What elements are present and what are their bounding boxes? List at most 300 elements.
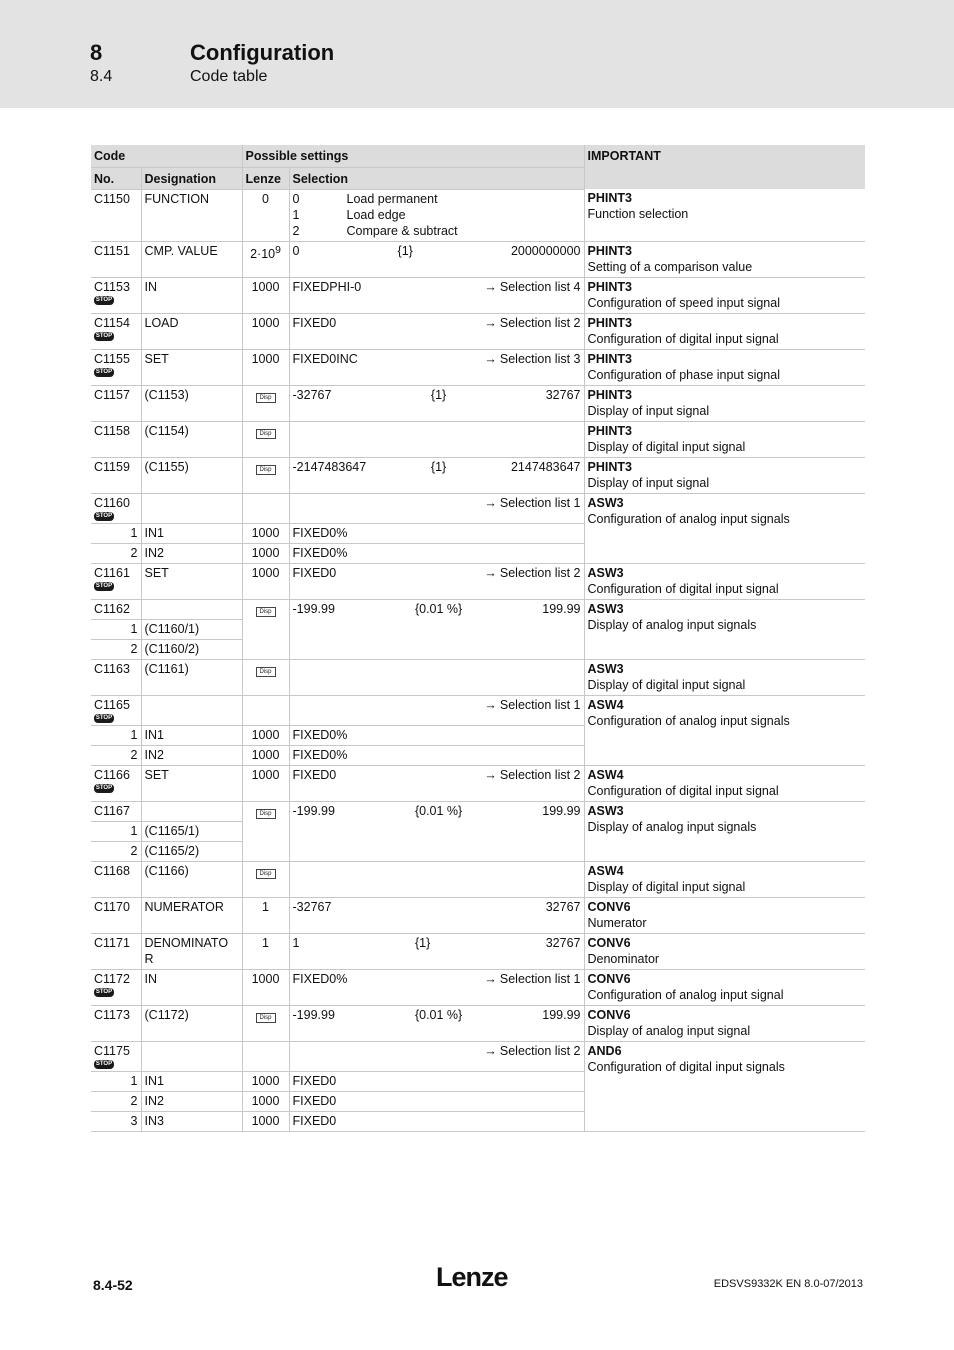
stop-icon: STOP (95, 296, 113, 303)
selection (289, 457, 584, 493)
display-icon: Disp (256, 607, 276, 617)
option-value: 2 (292, 223, 300, 238)
designation: IN1 (141, 725, 242, 745)
stop-icon: STOP (95, 368, 113, 375)
function-block: ASW3 (587, 601, 624, 616)
lenze-base: 2·10 (250, 246, 276, 261)
function-block: CONV6 (587, 971, 631, 986)
important (584, 969, 865, 1005)
lenze-logo: Lenze (436, 1262, 508, 1292)
arrow-right-icon: → (484, 495, 497, 510)
important (584, 313, 865, 349)
designation: IN3 (141, 1111, 242, 1131)
description: Configuration of analog input signals (587, 713, 790, 728)
table-row (91, 349, 865, 385)
table-row (91, 313, 865, 349)
page-number: 8.4-52 (93, 1277, 133, 1293)
table-row (91, 765, 865, 801)
sel-max: 2000000000 (510, 243, 581, 258)
stop-icon: STOP (95, 582, 113, 589)
table-row (91, 695, 865, 725)
sel-max: 32767 (545, 387, 581, 402)
function-block: CONV6 (587, 899, 631, 914)
chapter-number: 8 (90, 40, 103, 65)
section-title: Code table (190, 68, 268, 85)
header-lenze: Lenze (242, 167, 289, 189)
code-no: C1167 (91, 801, 141, 821)
selection: FIXED0% (289, 725, 584, 745)
code-no: C1151 (91, 241, 141, 277)
selection (289, 765, 584, 801)
description: Display of input signal (587, 403, 710, 418)
arrow-right-icon: → (484, 1043, 497, 1058)
description: Configuration of speed input signal (587, 295, 780, 310)
sel-step: {1} (430, 387, 447, 402)
designation: LOAD (141, 313, 242, 349)
code-no: C1159 (91, 457, 141, 493)
function-block: ASW3 (587, 661, 624, 676)
code-label: C1165 (94, 697, 130, 712)
table-header-row (91, 145, 865, 167)
designation: SET (141, 765, 242, 801)
code-label: C1160 (94, 495, 130, 510)
sub-no: 1 (91, 821, 141, 841)
header-selection: Selection (289, 167, 584, 189)
description: Setting of a comparison value (587, 259, 753, 274)
function-block: PHINT3 (587, 351, 632, 366)
important (584, 933, 865, 969)
code-no (91, 313, 141, 349)
important (584, 861, 865, 897)
function-block: PHINT3 (587, 315, 632, 330)
designation: IN2 (141, 1091, 242, 1111)
lenze-value: 1000 (242, 277, 289, 313)
table-row (91, 599, 865, 619)
selection-list: Selection list 1 (499, 971, 581, 986)
table-row (91, 659, 865, 695)
table-row (91, 493, 865, 523)
description: Numerator (587, 915, 647, 930)
sub-no: 3 (91, 1111, 141, 1131)
designation: (C1166) (141, 861, 242, 897)
designation: IN (141, 277, 242, 313)
lenze-value: 1000 (242, 725, 289, 745)
function-block: ASW4 (587, 767, 624, 782)
table-row (91, 897, 865, 933)
selection (289, 421, 584, 457)
description: Configuration of digital input signal (587, 783, 779, 798)
important (584, 421, 865, 457)
code-label: C1154 (94, 315, 130, 330)
selection (289, 563, 584, 599)
lenze-value (242, 861, 289, 897)
stop-icon: STOP (95, 512, 113, 519)
lenze-value: 1000 (242, 313, 289, 349)
arrow-right-icon: → (484, 971, 497, 986)
important (584, 897, 865, 933)
designation (141, 695, 242, 725)
arrow-right-icon: → (484, 697, 497, 712)
code-no: C1157 (91, 385, 141, 421)
selection (289, 933, 584, 969)
table-row (91, 969, 865, 1005)
lenze-value: 1 (242, 897, 289, 933)
document-reference: EDSVS9332K EN 8.0-07/2013 (713, 1278, 863, 1290)
code-no (91, 969, 141, 1005)
lenze-value: 0 (242, 189, 289, 241)
designation (141, 493, 242, 523)
designation: (C1155) (141, 457, 242, 493)
function-block: PHINT3 (587, 387, 632, 402)
description: Configuration of digital input signal (587, 581, 779, 596)
important (584, 189, 865, 241)
function-block: PHINT3 (587, 243, 632, 258)
description: Display of analog input signal (587, 1023, 751, 1038)
selection (289, 969, 584, 1005)
display-icon: Disp (256, 667, 276, 677)
lenze-value (242, 659, 289, 695)
arrow-right-icon: → (484, 315, 497, 330)
lenze-value: 1000 (242, 745, 289, 765)
code-no (91, 1041, 141, 1071)
designation: (C1153) (141, 385, 242, 421)
code-label: C1166 (94, 767, 130, 782)
lenze-value: 1000 (242, 765, 289, 801)
lenze-value: 1000 (242, 563, 289, 599)
sel-min: FIXED0 (292, 565, 337, 580)
code-no (91, 563, 141, 599)
table-row (91, 563, 865, 599)
code-no (91, 695, 141, 725)
header-band (0, 0, 954, 108)
lenze-value: 1000 (242, 349, 289, 385)
lenze-value (242, 385, 289, 421)
description: Display of analog input signals (587, 617, 757, 632)
code-no: C1150 (91, 189, 141, 241)
table-row (91, 277, 865, 313)
selection (289, 493, 584, 523)
function-block: PHINT3 (587, 423, 632, 438)
arrow-right-icon: → (484, 767, 497, 782)
important (584, 277, 865, 313)
important (584, 1041, 865, 1131)
option-text: Compare & subtract (346, 223, 458, 238)
stop-icon: STOP (95, 988, 113, 995)
designation: IN1 (141, 523, 242, 543)
sub-no: 1 (91, 523, 141, 543)
selection-list: Selection list 2 (499, 315, 581, 330)
important (584, 801, 865, 861)
code-no: C1171 (91, 933, 141, 969)
lenze-value: 1000 (242, 523, 289, 543)
sub-no: 2 (91, 1091, 141, 1111)
table-row (91, 241, 865, 277)
code-no: C1158 (91, 421, 141, 457)
lenze-value: 1 (242, 933, 289, 969)
description: Display of digital input signal (587, 879, 746, 894)
description: Denominator (587, 951, 660, 966)
sel-min: 0 (292, 243, 300, 258)
function-block: PHINT3 (587, 459, 632, 474)
lenze-value (242, 599, 289, 659)
important (584, 599, 865, 659)
selection-list: Selection list 3 (499, 351, 581, 366)
code-label: C1175 (94, 1043, 130, 1058)
sel-step: {1} (414, 935, 431, 950)
designation: (C1154) (141, 421, 242, 457)
display-icon: Disp (256, 429, 276, 439)
lenze-value (242, 241, 289, 277)
selection: FIXED0% (289, 523, 584, 543)
lenze-value: 1000 (242, 1111, 289, 1131)
code-no (91, 765, 141, 801)
description: Configuration of digital input signals (587, 1059, 785, 1074)
selection (289, 189, 584, 241)
sel-min: -199.99 (292, 803, 335, 818)
designation: (C1172) (141, 1005, 242, 1041)
code-label: C1172 (94, 971, 130, 986)
selection (289, 695, 584, 725)
designation: (C1160/1) (141, 619, 242, 639)
selection: FIXED0 (289, 1091, 584, 1111)
stop-icon: STOP (95, 714, 113, 721)
description: Display of input signal (587, 475, 710, 490)
sel-min: FIXED0INC (292, 351, 358, 366)
selection (289, 277, 584, 313)
selection: FIXED0% (289, 543, 584, 563)
function-block: AND6 (587, 1043, 622, 1058)
sel-max: 199.99 (542, 601, 581, 616)
function-block: ASW3 (587, 495, 624, 510)
lenze-value: 1000 (242, 969, 289, 1005)
important (584, 457, 865, 493)
code-no: C1170 (91, 897, 141, 933)
sub-no: 2 (91, 639, 141, 659)
sel-max: 199.99 (542, 1007, 581, 1022)
sel-min: -199.99 (292, 601, 335, 616)
function-block: CONV6 (587, 1007, 631, 1022)
description: Configuration of analog input signal (587, 987, 784, 1002)
description: Display of digital input signal (587, 677, 746, 692)
designation: SET (141, 563, 242, 599)
selection (289, 1005, 584, 1041)
display-icon: Disp (256, 393, 276, 403)
header-important: IMPORTANT (584, 145, 865, 189)
option-value: 0 (292, 191, 300, 206)
sel-min: -2147483647 (292, 459, 367, 474)
designation: IN2 (141, 745, 242, 765)
display-icon: Disp (256, 809, 276, 819)
designation (141, 801, 242, 821)
arrow-right-icon: → (484, 351, 497, 366)
sel-step: {1} (397, 243, 413, 258)
lenze-value (242, 1005, 289, 1041)
sel-max: 32767 (545, 899, 581, 914)
table-row (91, 1041, 865, 1071)
selection (289, 349, 584, 385)
table-row (91, 385, 865, 421)
sel-step: {0.01 %} (414, 601, 463, 616)
header-no: No. (91, 167, 141, 189)
selection-list: Selection list 1 (499, 697, 581, 712)
important (584, 385, 865, 421)
designation (141, 599, 242, 619)
sub-no: 2 (91, 543, 141, 563)
display-icon: Disp (256, 1013, 276, 1023)
sel-max: 2147483647 (510, 459, 581, 474)
designation: SET (141, 349, 242, 385)
designation: NUMERATOR (141, 897, 242, 933)
important (584, 765, 865, 801)
sel-min: -32767 (292, 387, 332, 402)
sel-min: FIXEDPHI-0 (292, 279, 362, 294)
option-value: 1 (292, 207, 300, 222)
designation: DENOMINATO R (141, 933, 242, 969)
selection (289, 897, 584, 933)
sel-step: {0.01 %} (414, 803, 463, 818)
important (584, 493, 865, 563)
table-row (91, 933, 865, 969)
chapter-title: Configuration (190, 40, 335, 65)
sel-step: {0.01 %} (414, 1007, 463, 1022)
table-row (91, 861, 865, 897)
function-block: ASW4 (587, 863, 624, 878)
code-no: C1163 (91, 659, 141, 695)
section-number: 8.4 (90, 68, 113, 85)
code-no (91, 277, 141, 313)
lenze-value: 1000 (242, 1071, 289, 1091)
code-no (91, 493, 141, 523)
table-row (91, 801, 865, 821)
function-block: CONV6 (587, 935, 631, 950)
description: Configuration of phase input signal (587, 367, 780, 382)
important (584, 1005, 865, 1041)
option-text: Load permanent (346, 191, 438, 206)
sub-no: 2 (91, 745, 141, 765)
selection (289, 861, 584, 897)
table-row (91, 189, 865, 241)
sel-max: 199.99 (542, 803, 581, 818)
selection: FIXED0% (289, 745, 584, 765)
selection-list: Selection list 2 (499, 565, 581, 580)
important (584, 241, 865, 277)
designation: CMP. VALUE (141, 241, 242, 277)
header-code: Code (91, 145, 242, 167)
selection (289, 1041, 584, 1071)
selection-list: Selection list 1 (499, 495, 581, 510)
selection-list: Selection list 2 (499, 767, 581, 782)
sub-no: 1 (91, 1071, 141, 1091)
code-no: C1162 (91, 599, 141, 619)
stop-icon: STOP (95, 332, 113, 339)
designation: (C1165/2) (141, 841, 242, 861)
stop-icon: STOP (95, 1060, 113, 1067)
important (584, 563, 865, 599)
header-possible-settings: Possible settings (242, 145, 584, 167)
header-designation: Designation (141, 167, 242, 189)
sel-min: 1 (292, 935, 300, 950)
description: Display of digital input signal (587, 439, 746, 454)
lenze-value (242, 457, 289, 493)
function-block: PHINT3 (587, 279, 632, 294)
designation: FUNCTION (141, 189, 242, 241)
lenze-exponent: 9 (275, 244, 281, 256)
selection (289, 599, 584, 659)
lenze-value (242, 695, 289, 725)
lenze-value (242, 421, 289, 457)
selection (289, 313, 584, 349)
code-no: C1173 (91, 1005, 141, 1041)
sub-no: 1 (91, 619, 141, 639)
designation: IN2 (141, 543, 242, 563)
table-row (91, 1005, 865, 1041)
code-label: C1153 (94, 279, 130, 294)
sel-step: {1} (430, 459, 447, 474)
designation: IN (141, 969, 242, 1005)
description: Function selection (587, 207, 689, 221)
table-row (91, 421, 865, 457)
code-no (91, 349, 141, 385)
function-block: ASW3 (587, 803, 624, 818)
description: Configuration of digital input signal (587, 331, 779, 346)
lenze-value (242, 801, 289, 861)
designation: (C1165/1) (141, 821, 242, 841)
display-icon: Disp (256, 869, 276, 879)
lenze-value (242, 493, 289, 523)
arrow-right-icon: → (484, 279, 497, 294)
designation: (C1160/2) (141, 639, 242, 659)
code-table (91, 145, 865, 1132)
important (584, 695, 865, 765)
sel-min: FIXED0% (292, 971, 348, 986)
selection (289, 385, 584, 421)
code-no: C1168 (91, 861, 141, 897)
display-icon: Disp (256, 465, 276, 475)
lenze-value: 1000 (242, 543, 289, 563)
designation (141, 1041, 242, 1071)
lenze-value (242, 1041, 289, 1071)
selection: FIXED0 (289, 1071, 584, 1091)
designation: (C1161) (141, 659, 242, 695)
table-row (91, 457, 865, 493)
description: Display of analog input signals (587, 819, 757, 834)
sel-min: -32767 (292, 899, 332, 914)
code-label: C1161 (94, 565, 130, 580)
important (584, 349, 865, 385)
sel-max: 32767 (545, 935, 581, 950)
selection (289, 801, 584, 861)
selection (289, 659, 584, 695)
function-block: ASW4 (587, 697, 624, 712)
selection: FIXED0 (289, 1111, 584, 1131)
sel-min: -199.99 (292, 1007, 335, 1022)
arrow-right-icon: → (484, 565, 497, 580)
sel-min: FIXED0 (292, 315, 337, 330)
sub-no: 2 (91, 841, 141, 861)
selection (289, 241, 584, 277)
selection-list: Selection list 4 (499, 279, 581, 294)
sel-min: FIXED0 (292, 767, 337, 782)
option-text: Load edge (346, 207, 406, 222)
designation: IN1 (141, 1071, 242, 1091)
function-block: PHINT3 (587, 191, 632, 205)
important (584, 659, 865, 695)
stop-icon: STOP (95, 784, 113, 791)
code-label: C1155 (94, 351, 130, 366)
function-block: ASW3 (587, 565, 624, 580)
description: Configuration of analog input signals (587, 511, 790, 526)
selection-list: Selection list 2 (499, 1043, 581, 1058)
